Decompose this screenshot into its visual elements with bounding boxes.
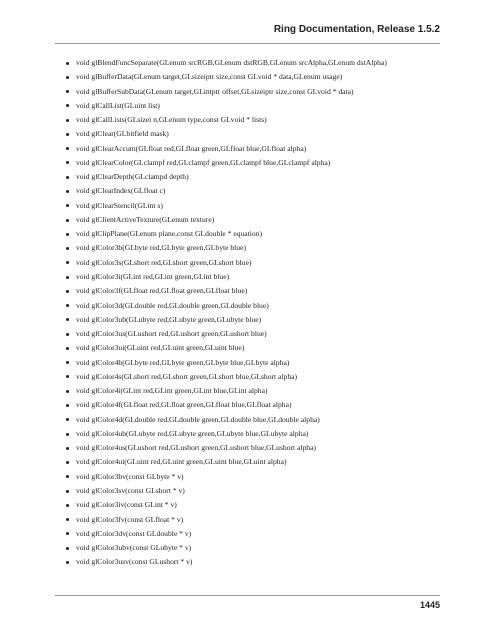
- list-item: [66, 184, 387, 198]
- header-divider: [55, 43, 440, 44]
- list-item: [66, 199, 387, 213]
- function-signature: void glClear(GLbitfield mask): [76, 129, 169, 139]
- function-signature: void glColor4us(GLushort red,GLushort green,GLushort blue,GLushort alpha): [76, 443, 317, 453]
- bullet-icon: [66, 276, 69, 279]
- function-signature: void glClearDepth(GLclampd depth): [76, 172, 189, 182]
- function-signature: void glColor3b(GLbyte red,GLbyte green,GLbyte blue): [76, 243, 246, 253]
- bullet-icon: [66, 133, 69, 136]
- function-signature: void glBufferSubData(GLenum target,GLintptr offset,GLsizeiptr size,const GLvoid * data): [76, 86, 354, 96]
- list-item: [66, 127, 387, 141]
- bullet-icon: [66, 318, 69, 321]
- function-signature: void glColor3s(GLshort red,GLshort green,GLshort blue): [76, 257, 252, 267]
- function-signature: void glColor3dv(const GLdouble * v): [76, 528, 192, 538]
- function-signature: void glCallList(GLuint list): [76, 100, 160, 110]
- page-number: 1445: [419, 600, 440, 610]
- bullet-icon: [66, 333, 69, 336]
- function-signature: void glColor3sv(const GLshort * v): [76, 485, 185, 495]
- list-item: [66, 484, 387, 498]
- function-signature: void glColor3iv(const GLint * v): [76, 500, 177, 510]
- bullet-icon: [66, 461, 69, 464]
- function-signature: void glColor4f(GLfloat red,GLfloat green,GLfloat blue,GLfloat alpha): [76, 400, 292, 410]
- function-signature: void glClipPlane(GLenum plane,const GLdouble * equation): [76, 229, 263, 239]
- list-item: [66, 541, 387, 555]
- bullet-icon: [66, 104, 69, 107]
- function-signature: void glColor3d(GLdouble red,GLdouble green,GLdouble blue): [76, 300, 269, 310]
- list-item: [66, 513, 387, 527]
- bullet-icon: [66, 304, 69, 307]
- function-signature: void glClearStencil(GLint s): [76, 200, 163, 210]
- bullet-icon: [66, 532, 69, 535]
- bullet-icon: [66, 518, 69, 521]
- function-signature: void glColor3ub(GLubyte red,GLubyte green,GLubyte blue): [76, 314, 262, 324]
- bullet-icon: [66, 233, 69, 236]
- bullet-icon: [66, 433, 69, 436]
- bullet-icon: [66, 504, 69, 507]
- function-signature: void glClientActiveTexture(GLenum texture): [76, 214, 215, 224]
- bullet-icon: [66, 361, 69, 364]
- bullet-icon: [66, 219, 69, 222]
- function-signature: void glColor3bv(const GLbyte * v): [76, 471, 184, 481]
- bullet-icon: [66, 204, 69, 207]
- list-item: [66, 427, 387, 441]
- bullet-icon: [66, 547, 69, 550]
- list-item: [66, 341, 387, 355]
- list-item: [66, 527, 387, 541]
- list-item: [66, 70, 387, 84]
- function-signature: void glColor4s(GLshort red,GLshort green,GLshort blue,GLshort alpha): [76, 371, 298, 381]
- bullet-icon: [66, 62, 69, 65]
- function-signature: void glBlendFuncSeparate(GLenum srcRGB,GLenum dstRGB,GLenum srcAlpha,GLenum dstAlpha): [76, 58, 387, 67]
- list-item: [66, 156, 387, 170]
- list-item: [66, 555, 387, 569]
- list-item: [66, 313, 387, 327]
- function-signature: void glClearAccum(GLfloat red,GLfloat green,GLfloat blue,GLfloat alpha): [76, 143, 307, 153]
- list-item: [66, 299, 387, 313]
- function-signature: void glColor4d(GLdouble red,GLdouble green,GLdouble blue,GLdouble alpha): [76, 414, 320, 424]
- bullet-icon: [66, 290, 69, 293]
- list-item: [66, 113, 387, 127]
- list-item: [66, 170, 387, 184]
- list-item: [66, 256, 387, 270]
- list-item: [66, 213, 387, 227]
- function-signature: void glColor3ui(GLuint red,GLuint green,GLuint blue): [76, 343, 245, 353]
- function-signature: void glColor3i(GLint red,GLint green,GLint blue): [76, 271, 230, 281]
- bullet-icon: [66, 418, 69, 421]
- list-item: [66, 370, 387, 384]
- bullet-icon: [66, 375, 69, 378]
- function-signature: void glColor4b(GLbyte red,GLbyte green,GLbyte blue,GLbyte alpha): [76, 357, 290, 367]
- function-signature: void glColor3f(GLfloat red,GLfloat green,GLfloat blue): [76, 286, 248, 296]
- list-item: [66, 498, 387, 512]
- bullet-icon: [66, 261, 69, 264]
- list-item: [66, 455, 387, 469]
- bullet-icon: [66, 247, 69, 250]
- bullet-icon: [66, 490, 69, 493]
- list-item: [66, 284, 387, 298]
- footer-divider: [55, 595, 440, 596]
- function-signature: void glColor3ubv(const GLubyte * v): [76, 543, 192, 553]
- bullet-icon: [66, 190, 69, 193]
- bullet-icon: [66, 561, 69, 564]
- list-item: [66, 241, 387, 255]
- bullet-icon: [66, 404, 69, 407]
- function-signature: void glColor3us(GLushort red,GLushort green,GLushort blue): [76, 329, 267, 339]
- bullet-icon: [66, 475, 69, 478]
- page-header-title: Ring Documentation, Release 1.5.2: [273, 24, 440, 35]
- list-item: [66, 270, 387, 284]
- list-item: [66, 413, 387, 427]
- bullet-icon: [66, 176, 69, 179]
- list-item: [66, 99, 387, 113]
- list-item: [66, 384, 387, 398]
- function-signature: void glColor4ub(GLubyte red,GLubyte green,GLubyte blue,GLubyte alpha): [76, 428, 309, 438]
- bullet-icon: [66, 447, 69, 450]
- bullet-icon: [66, 161, 69, 164]
- function-signature: void glColor3usv(const GLushort * v): [76, 557, 193, 567]
- list-item: [66, 441, 387, 455]
- list-item: [66, 56, 387, 70]
- bullet-icon: [66, 76, 69, 79]
- function-signature: void glCallLists(GLsizei n,GLenum type,const GLvoid * lists): [76, 115, 267, 125]
- bullet-icon: [66, 90, 69, 93]
- function-signature: void glClearColor(GLclampf red,GLclampf green,GLclampf blue,GLclampf alpha): [76, 157, 331, 167]
- list-item: [66, 356, 387, 370]
- bullet-icon: [66, 147, 69, 150]
- bullet-icon: [66, 347, 69, 350]
- function-signature: void glBufferData(GLenum target,GLsizeiptr size,const GLvoid * data,GLenum usage): [76, 72, 343, 82]
- function-signature: void glColor4ui(GLuint red,GLuint green,GLuint blue,GLuint alpha): [76, 457, 287, 467]
- function-signature: void glClearIndex(GLfloat c): [76, 186, 166, 196]
- list-item: [66, 327, 387, 341]
- list-item: [66, 142, 387, 156]
- list-item: [66, 227, 387, 241]
- list-item: [66, 398, 387, 412]
- list-item: [66, 85, 387, 99]
- bullet-icon: [66, 119, 69, 122]
- function-signature: void glColor4i(GLint red,GLint green,GLint blue,GLint alpha): [76, 386, 268, 396]
- list-item: [66, 470, 387, 484]
- function-list: [66, 56, 387, 570]
- function-signature: void glColor3fv(const GLfloat * v): [76, 514, 184, 524]
- bullet-icon: [66, 390, 69, 393]
